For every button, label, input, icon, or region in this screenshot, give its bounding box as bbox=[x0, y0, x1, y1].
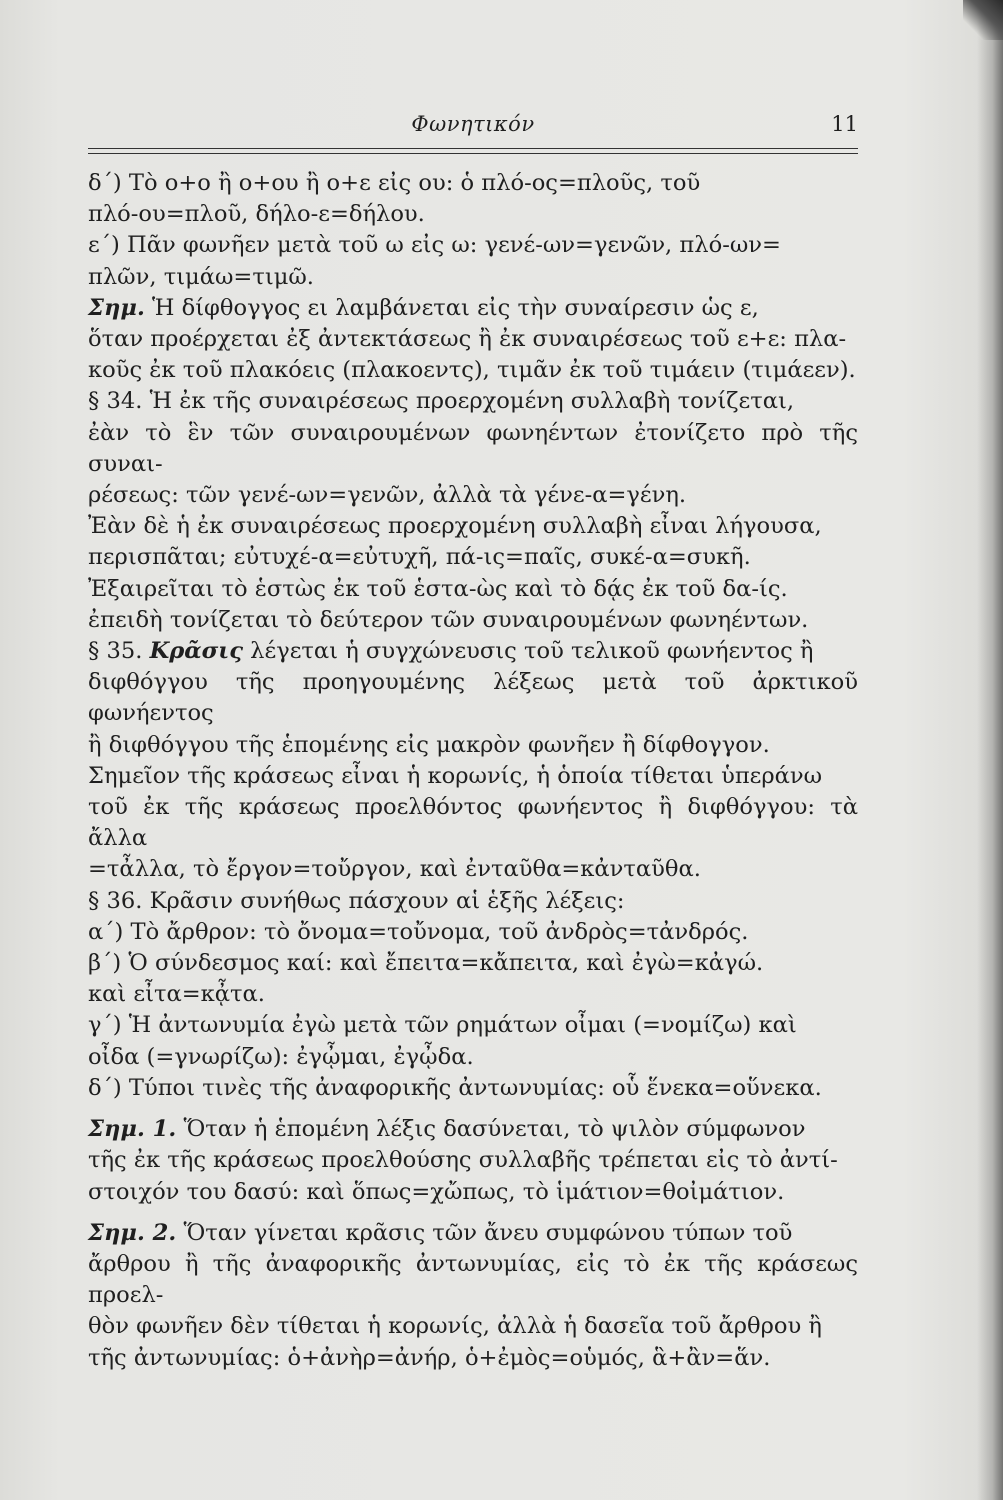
text-line: τοῦ ἐκ τῆς κράσεως προελθόντος φωνήεντος ἢ διφθόγγου: τὰ ἄλλα bbox=[88, 794, 858, 852]
text-line: =τἆλλα, τὸ ἔργον=τοὔργον, καὶ ἐνταῦθα=κἀνταῦθα. bbox=[88, 856, 701, 883]
text-line: καὶ εἶτα=κᾆτα. bbox=[88, 981, 265, 1008]
text-line: ἐπειδὴ τονίζεται τὸ δεύτερον τῶν συναιρουμένων φωνηέντων. bbox=[88, 606, 809, 633]
text-line: ρέσεως: τῶν γενέ-ων=γενῶν, ἀλλὰ τὰ γένε-α=γένη. bbox=[88, 482, 687, 509]
text-line: Ὅταν γίνεται κρᾶσις τῶν ἄνευ συμφώνου τύπων τοῦ bbox=[176, 1219, 793, 1246]
text-line: θὸν φωνῆεν δὲν τίθεται ἡ κορωνίς, ἀλλὰ ἡ δασεῖα τοῦ ἄρθρου ἢ bbox=[88, 1313, 822, 1340]
header-rule-top bbox=[88, 148, 858, 149]
note-1-paragraph bbox=[88, 1114, 858, 1145]
text-line: γ΄) Ἡ ἀντωνυμία ἐγὼ μετὰ τῶν ρημάτων οἶμαι (=νομίζω) καὶ bbox=[88, 1012, 797, 1039]
text-line: τῆς ἀντωνυμίας: ὁ+ἀνὴρ=ἀνήρ, ὁ+ἐμὸς=οὑμός, ἃ+ἂν=ἅν. bbox=[88, 1344, 771, 1371]
text-line: πλό-ου=πλοῦ, δήλο-ε=δήλου. bbox=[88, 201, 425, 228]
text-line: ὅταν προέρχεται ἐξ ἀντεκτάσεως ἢ ἐκ συναιρέσεως τοῦ ε+ε: πλα- bbox=[88, 326, 847, 353]
text-line: ἄρθρου ἢ τῆς ἀναφορικῆς ἀντωνυμίας, εἰς τὸ ἐκ τῆς κράσεως προελ- bbox=[88, 1250, 858, 1309]
term-krasis: Κρᾶσις bbox=[149, 638, 243, 665]
section-35-line bbox=[88, 636, 858, 667]
text-line: στοιχόν του δασύ: καὶ ὅπως=χὤπως, τὸ ἱμάτιον=θοἰμάτιον. bbox=[88, 1178, 785, 1205]
text-line: ἢ διφθόγγου τῆς ἑπομένης εἰς μακρὸν φωνῆεν ἢ δίφθογγον. bbox=[88, 731, 770, 758]
text-line: πλῶν, τιμάω=τιμῶ. bbox=[88, 263, 314, 290]
section-34-line: § 34. Ἡ ἐκ τῆς συναιρέσεως προερχομένη συλλαβὴ τονίζεται, bbox=[88, 388, 795, 415]
text-line: περισπᾶται; εὐτυχέ-α=εὐτυχῆ, πά-ις=παῖς, συκέ-α=συκῆ. bbox=[88, 544, 751, 571]
header-rule-bottom bbox=[88, 153, 858, 154]
page-edge-shadow bbox=[977, 0, 1003, 1500]
text-line: δ΄) Τὸ ο+ο ἢ ο+ου ἢ ο+ε εἰς ου: ὁ πλό-ος=πλοῦς, τοῦ bbox=[88, 170, 701, 196]
text-line: Ἡ δίφθογγος ει λαμβάνεται εἰς τὴν συναίρεσιν ὡς ε, bbox=[144, 294, 759, 321]
note-2-paragraph bbox=[88, 1218, 858, 1249]
section-number: § 35. bbox=[88, 638, 150, 665]
text-line: οἶδα (=γνωρίζω): ἐγᾦμαι, ἐγᾦδα. bbox=[88, 1043, 474, 1070]
text-line: Ὅταν ἡ ἑπομένη λέξις δασύνεται, τὸ ψιλὸν σύμφωνον bbox=[176, 1116, 806, 1143]
page-corner bbox=[963, 0, 1003, 40]
text-line: λέγεται ἡ συγχώνευσις τοῦ τελικοῦ φωνήεντος ἢ bbox=[243, 638, 814, 665]
note-label: Σημ. bbox=[88, 294, 145, 321]
text-line: δ΄) Τύποι τινὲς τῆς ἀναφορικῆς ἀντωνυμίας: οὗ ἕνεκα=οὕνεκα. bbox=[88, 1074, 822, 1101]
text-line: ἐὰν τὸ ἓν τῶν συναιρουμένων φωνηέντων ἐτονίζετο πρὸ τῆς συναι- bbox=[88, 419, 858, 477]
text-line: διφθόγγου τῆς προηγουμένης λέξεως μετὰ τοῦ ἀρκτικοῦ φωνήεντος bbox=[88, 669, 858, 727]
text-line: ε΄) Πᾶν φωνῆεν μετὰ τοῦ ω εἰς ω: γενέ-ων=γενῶν, πλό-ων= bbox=[88, 232, 781, 259]
note-paragraph bbox=[88, 293, 858, 324]
note-label: Σημ. 1. bbox=[88, 1116, 177, 1143]
text-line: Ἐὰν δὲ ἡ ἐκ συναιρέσεως προερχομένη συλλαβὴ εἶναι λήγουσα, bbox=[88, 513, 822, 540]
spacer bbox=[88, 1104, 858, 1114]
text-line: κοῦς ἐκ τοῦ πλακόεις (πλακοεντς), τιμᾶν ἐκ τοῦ τιμάειν (τιμάεεν). bbox=[88, 357, 856, 384]
section-36-line: § 36. Κρᾶσιν συνήθως πάσχουν αἱ ἑξῆς λέξεις: bbox=[88, 887, 625, 914]
page-body bbox=[88, 168, 858, 1374]
text-line: τῆς ἐκ τῆς κράσεως προελθούσης συλλαβῆς τρέπεται εἰς τὸ ἀντί- bbox=[88, 1147, 838, 1174]
page-number: 11 bbox=[831, 112, 858, 136]
text-line: Ἐξαιρεῖται τὸ ἑστὼς ἐκ τοῦ ἑστα-ὼς καὶ τὸ δᾴς ἐκ τοῦ δα-ίς. bbox=[88, 575, 788, 602]
text-line: β΄) Ὁ σύνδεσμος καί: καὶ ἔπειτα=κἄπειτα, καὶ ἐγὼ=κἀγώ. bbox=[88, 950, 764, 977]
page-header bbox=[88, 112, 858, 142]
text-line: α΄) Τὸ ἄρθρον: τὸ ὄνομα=τοὔνομα, τοῦ ἀνδρὸς=τἀνδρός. bbox=[88, 918, 749, 945]
spacer bbox=[88, 1208, 858, 1218]
note-label: Σημ. 2. bbox=[88, 1219, 177, 1246]
text-line: Σημεῖον τῆς κράσεως εἶναι ἡ κορωνίς, ἡ ὁποία τίθεται ὑπεράνω bbox=[88, 762, 823, 789]
running-head: Φωνητικόν bbox=[411, 112, 535, 136]
